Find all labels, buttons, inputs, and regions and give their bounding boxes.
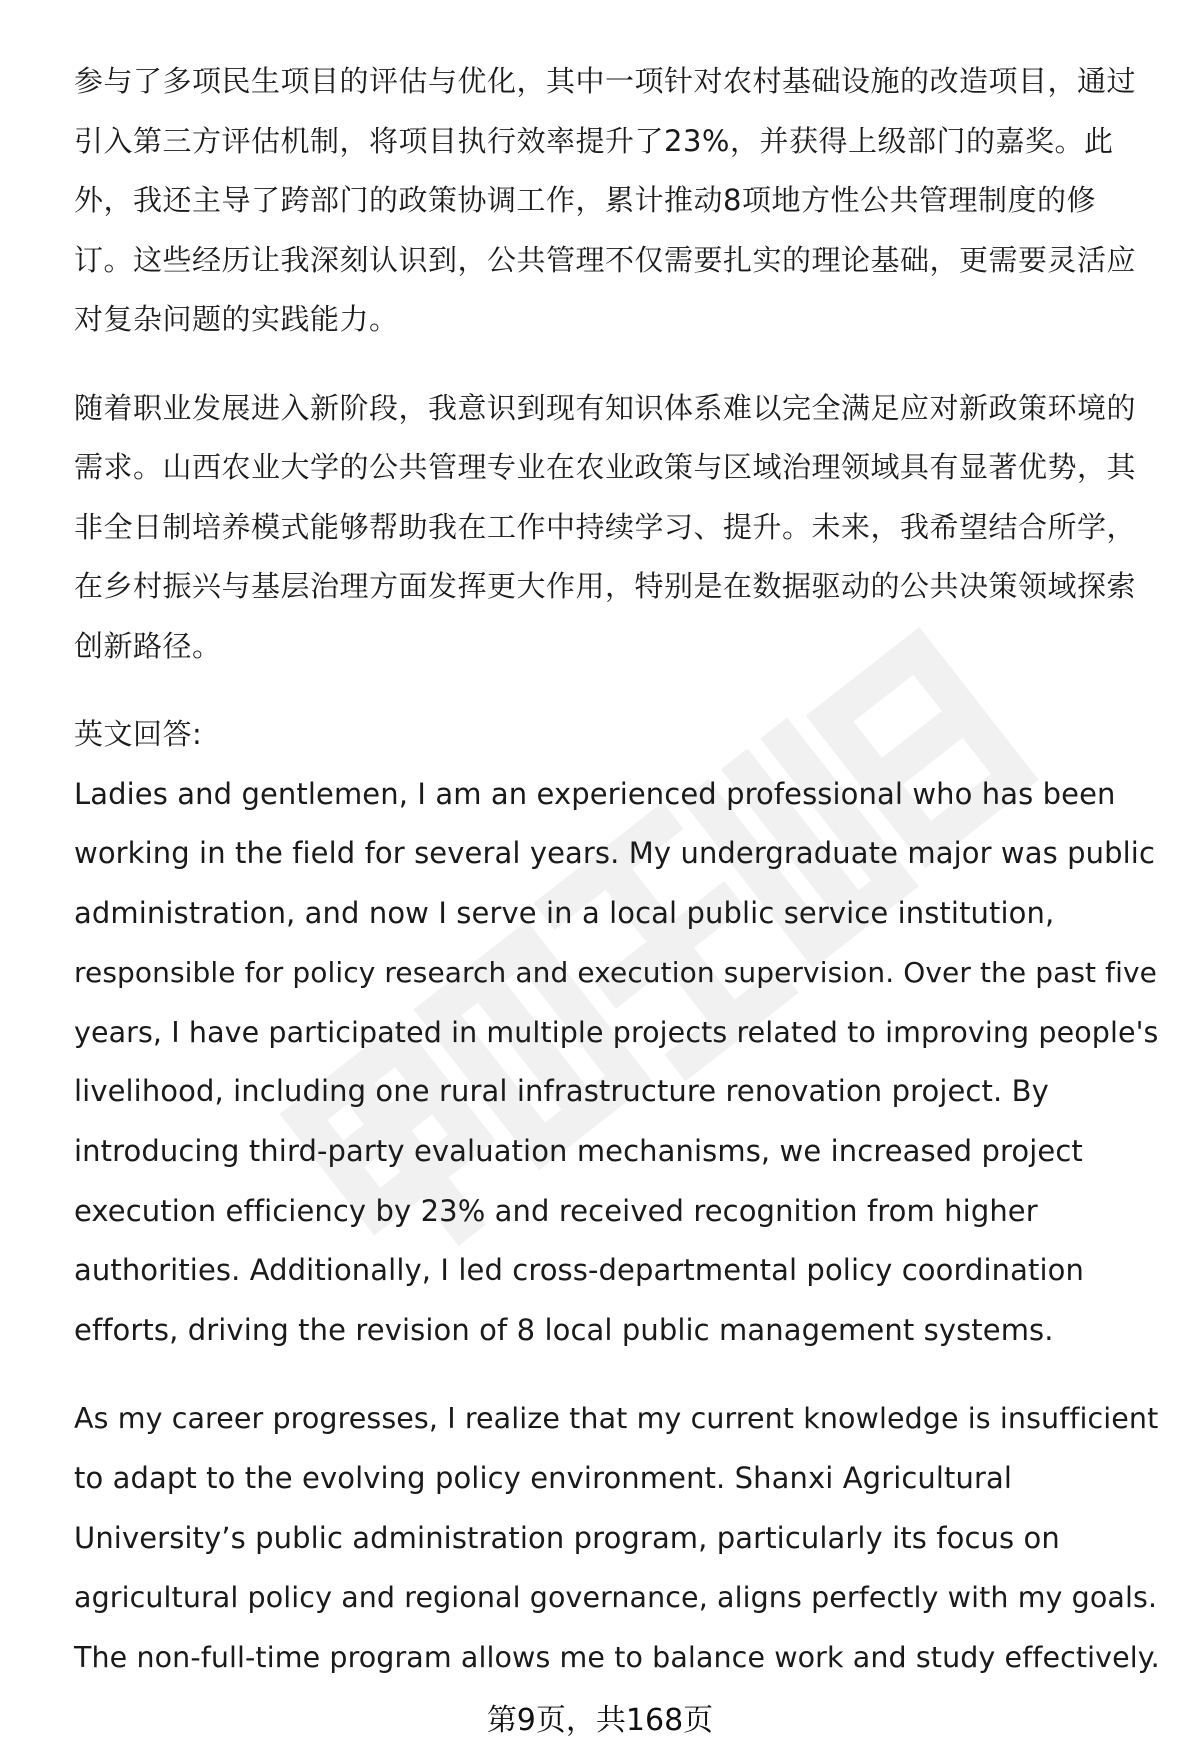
text-line: 随着职业发展进入新阶段，我意识到现有知识体系难以完全满足应对新政策环境的 xyxy=(74,390,1137,425)
text-line: 需求。山西农业大学的公共管理专业在农业政策与区域治理领域具有显著优势，其 xyxy=(74,450,1137,484)
text-line: The non-full-time program allows me to balance work and study effectively. xyxy=(74,1640,1160,1674)
text-line: University’s public administration program, particularly its focus on xyxy=(74,1520,1060,1555)
text-line: working in the field for several years. My undergraduate major was public xyxy=(74,836,1156,871)
text-line: 非全日制培养模式能够帮助我在工作中持续学习、提升。未来，我希望结合所学， xyxy=(74,509,1137,544)
text-line: years, I have participated in multiple projects related to improving people's xyxy=(74,1015,1159,1049)
english-paragraph-2 xyxy=(74,1389,1164,1687)
text-line: authorities. Additionally, I led cross-departmental policy coordination xyxy=(74,1253,1084,1288)
text-line: 在乡村振兴与基层治理方面发挥更大作用，特别是在数据驱动的公共决策领域探索 xyxy=(74,569,1137,603)
english-answer-heading xyxy=(74,705,1164,765)
text-line: efforts, driving the revision of 8 local public management systems. xyxy=(74,1312,1054,1347)
text-line: 订。这些经历让我深刻认识到，公共管理不仅需要扎实的理论基础，更需要灵活应 xyxy=(74,242,1137,277)
section-heading: 英文回答: xyxy=(74,717,203,751)
english-paragraph-1 xyxy=(74,765,1164,1361)
text-line: responsible for policy research and execution supervision. Over the past five xyxy=(74,956,1157,990)
text-line: administration, and now I serve in a local public service institution, xyxy=(74,895,1055,930)
text-line: livelihood, including one rural infrastructure renovation project. By xyxy=(74,1074,1049,1109)
text-line: 对复杂问题的实践能力。 xyxy=(74,302,399,336)
text-line: agricultural policy and regional governance, aligns perfectly with my goals. xyxy=(74,1581,1158,1615)
text-line: 外，我还主导了跨部门的政策协调工作，累计推动8项地方性公共管理制度的修 xyxy=(74,183,1096,217)
text-line: execution efficiency by 23% and received recognition from higher xyxy=(74,1193,1038,1228)
text-line: As my career progresses, I realize that my current knowledge is insufficient xyxy=(74,1402,1159,1436)
chinese-paragraph-2 xyxy=(74,379,1164,677)
text-line: Ladies and gentlemen, I am an experienced professional who has been xyxy=(74,776,1116,811)
page-number: 第9页，共168页 xyxy=(486,1703,714,1738)
document-body xyxy=(74,52,1164,1687)
text-line: to adapt to the evolving policy environment. Shanxi Agricultural xyxy=(74,1461,1013,1496)
text-line: 参与了多项民生项目的评估与优化，其中一项针对农村基础设施的改造项目，通过 xyxy=(74,64,1137,98)
text-line: 创新路径。 xyxy=(74,628,222,663)
text-line: 引入第三方评估机制，将项目执行效率提升了23%，并获得上级部门的嘉奖。此 xyxy=(74,123,1114,158)
text-line: introducing third-party evaluation mechanisms, we increased project xyxy=(74,1134,1083,1169)
chinese-paragraph-1 xyxy=(74,52,1164,350)
